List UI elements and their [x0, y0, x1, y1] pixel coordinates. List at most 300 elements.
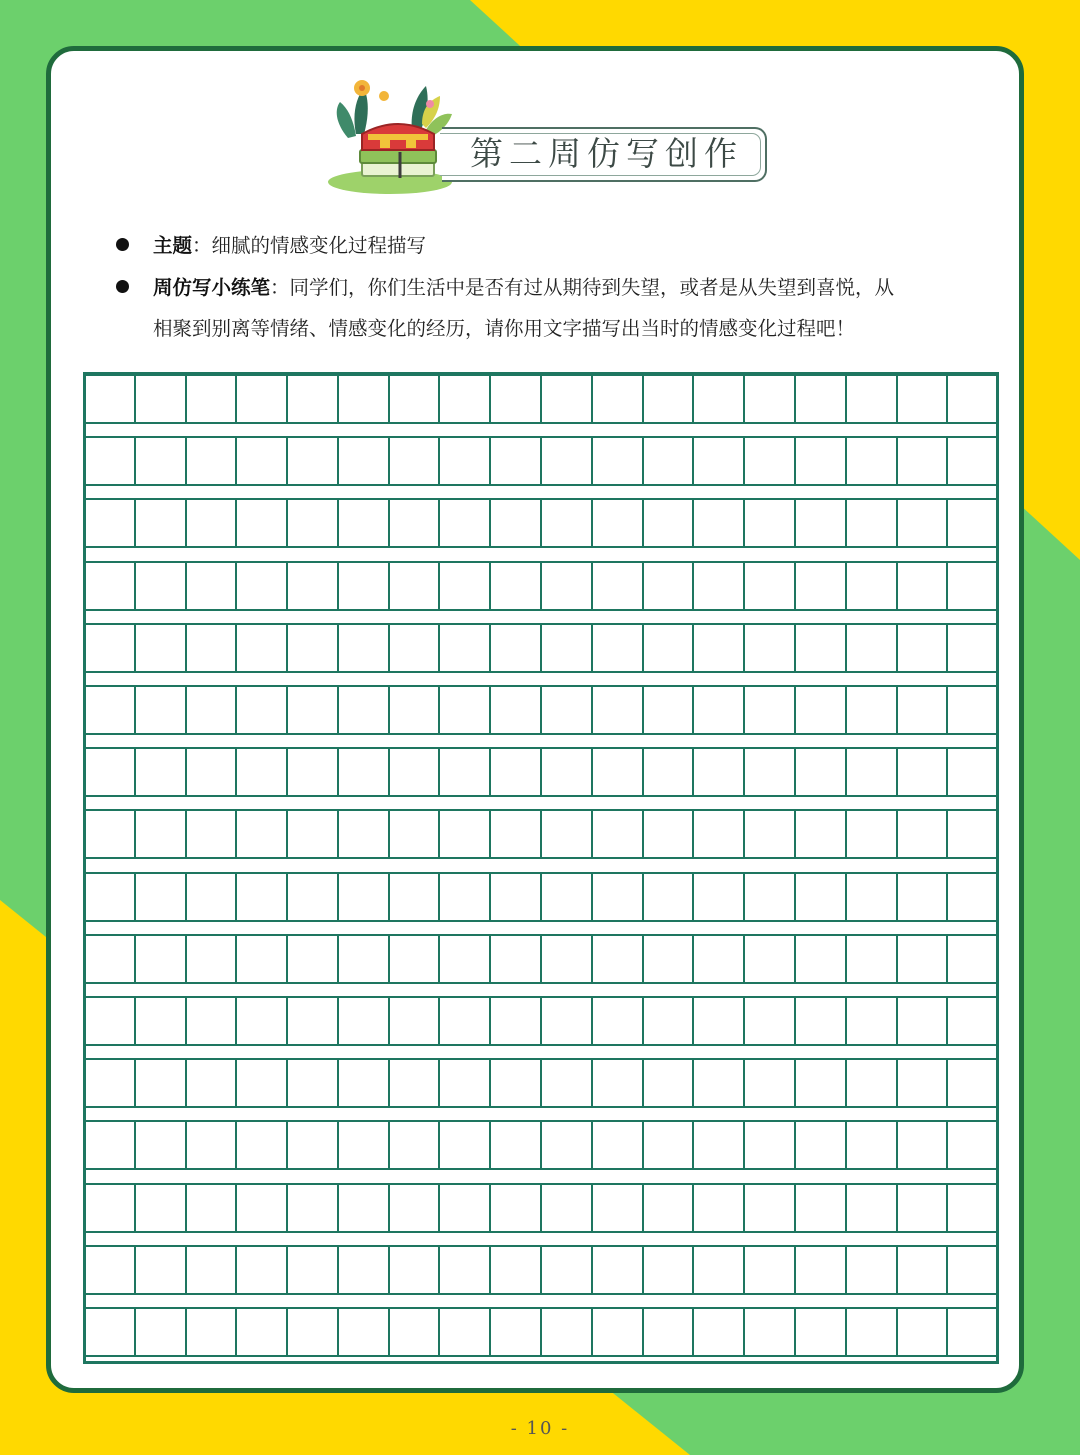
- grid-cell[interactable]: [796, 1247, 847, 1293]
- grid-cell[interactable]: [237, 749, 288, 795]
- grid-cell[interactable]: [237, 998, 288, 1044]
- grid-cell[interactable]: [491, 998, 542, 1044]
- grid-cell[interactable]: [745, 811, 796, 857]
- grid-cell[interactable]: [440, 625, 491, 671]
- grid-cell[interactable]: [694, 625, 745, 671]
- grid-cell[interactable]: [745, 563, 796, 609]
- grid-cell[interactable]: [745, 749, 796, 795]
- grid-cell[interactable]: [440, 563, 491, 609]
- grid-cell[interactable]: [593, 376, 644, 422]
- grid-cell[interactable]: [847, 749, 898, 795]
- grid-cell[interactable]: [85, 563, 136, 609]
- grid-cell[interactable]: [796, 998, 847, 1044]
- grid-cell[interactable]: [847, 1247, 898, 1293]
- grid-row: [85, 934, 997, 984]
- grid-cell[interactable]: [644, 687, 695, 733]
- grid-cell[interactable]: [440, 874, 491, 920]
- grid-cell[interactable]: [288, 936, 339, 982]
- grid-row: [85, 685, 997, 735]
- grid-cell[interactable]: [948, 936, 997, 982]
- grid-cell[interactable]: [491, 438, 542, 484]
- grid-cell[interactable]: [390, 1309, 441, 1355]
- grid-cell[interactable]: [136, 438, 187, 484]
- grid-cell[interactable]: [491, 625, 542, 671]
- grid-cell[interactable]: [136, 376, 187, 422]
- grid-cell[interactable]: [136, 1309, 187, 1355]
- grid-cell[interactable]: [339, 874, 390, 920]
- grid-cell[interactable]: [491, 687, 542, 733]
- grid-cell[interactable]: [542, 1247, 593, 1293]
- grid-cell[interactable]: [898, 563, 949, 609]
- grid-cell[interactable]: [745, 1185, 796, 1231]
- grid-cell[interactable]: [898, 1185, 949, 1231]
- grid-cell[interactable]: [288, 749, 339, 795]
- grid-cell[interactable]: [187, 811, 238, 857]
- grid-cell[interactable]: [288, 438, 339, 484]
- grid-cell[interactable]: [847, 1122, 898, 1168]
- grid-cell[interactable]: [898, 625, 949, 671]
- grid-cell[interactable]: [491, 1122, 542, 1168]
- grid-cell[interactable]: [237, 376, 288, 422]
- grid-cell[interactable]: [491, 1247, 542, 1293]
- grid-cell[interactable]: [339, 811, 390, 857]
- grid-cell[interactable]: [694, 874, 745, 920]
- grid-cell[interactable]: [491, 749, 542, 795]
- grid-cell[interactable]: [440, 998, 491, 1044]
- grid-cell[interactable]: [339, 1247, 390, 1293]
- grid-cell[interactable]: [491, 874, 542, 920]
- grid-cell[interactable]: [136, 1122, 187, 1168]
- grid-cell[interactable]: [187, 563, 238, 609]
- grid-cell[interactable]: [187, 1309, 238, 1355]
- grid-cell[interactable]: [237, 438, 288, 484]
- grid-cell[interactable]: [847, 998, 898, 1044]
- grid-cell[interactable]: [187, 749, 238, 795]
- grid-cell[interactable]: [85, 625, 136, 671]
- grid-cell[interactable]: [390, 438, 441, 484]
- grid-cell[interactable]: [542, 376, 593, 422]
- grid-cell[interactable]: [593, 1122, 644, 1168]
- grid-cell[interactable]: [898, 438, 949, 484]
- grid-cell[interactable]: [288, 1122, 339, 1168]
- grid-cell[interactable]: [542, 625, 593, 671]
- grid-cell[interactable]: [593, 1060, 644, 1106]
- grid-cell[interactable]: [288, 1309, 339, 1355]
- grid-cell[interactable]: [85, 811, 136, 857]
- grid-cell[interactable]: [847, 811, 898, 857]
- grid-cell[interactable]: [745, 438, 796, 484]
- grid-cell[interactable]: [898, 687, 949, 733]
- grid-cell[interactable]: [542, 936, 593, 982]
- grid-cell[interactable]: [745, 1122, 796, 1168]
- grid-cell[interactable]: [593, 500, 644, 546]
- grid-cell[interactable]: [948, 625, 997, 671]
- grid-cell[interactable]: [694, 749, 745, 795]
- grid-cell[interactable]: [187, 438, 238, 484]
- grid-cell[interactable]: [390, 625, 441, 671]
- grid-cell[interactable]: [136, 811, 187, 857]
- grid-cell[interactable]: [644, 1247, 695, 1293]
- grid-cell[interactable]: [593, 811, 644, 857]
- grid-cell[interactable]: [85, 936, 136, 982]
- grid-cell[interactable]: [237, 687, 288, 733]
- grid-cell[interactable]: [847, 1185, 898, 1231]
- grid-cell[interactable]: [898, 376, 949, 422]
- grid-cell[interactable]: [898, 998, 949, 1044]
- grid-cell[interactable]: [644, 376, 695, 422]
- grid-cell[interactable]: [339, 563, 390, 609]
- grid-cell[interactable]: [390, 563, 441, 609]
- grid-cell[interactable]: [593, 1309, 644, 1355]
- grid-cell[interactable]: [593, 936, 644, 982]
- grid-cell[interactable]: [237, 811, 288, 857]
- grid-cell[interactable]: [644, 998, 695, 1044]
- grid-cell[interactable]: [948, 1309, 997, 1355]
- grid-cell[interactable]: [745, 1247, 796, 1293]
- grid-cell[interactable]: [948, 376, 997, 422]
- grid-cell[interactable]: [948, 438, 997, 484]
- grid-cell[interactable]: [85, 1309, 136, 1355]
- grid-cell[interactable]: [847, 625, 898, 671]
- grid-cell[interactable]: [237, 1060, 288, 1106]
- grid-cell[interactable]: [440, 936, 491, 982]
- grid-cell[interactable]: [593, 687, 644, 733]
- grid-cell[interactable]: [136, 563, 187, 609]
- grid-cell[interactable]: [136, 749, 187, 795]
- grid-cell[interactable]: [796, 563, 847, 609]
- grid-cell[interactable]: [339, 936, 390, 982]
- grid-cell[interactable]: [542, 1185, 593, 1231]
- grid-cell[interactable]: [136, 998, 187, 1044]
- grid-cell[interactable]: [694, 687, 745, 733]
- grid-cell[interactable]: [644, 749, 695, 795]
- grid-row: [85, 1307, 997, 1357]
- grid-cell[interactable]: [440, 1309, 491, 1355]
- grid-cell[interactable]: [593, 998, 644, 1044]
- grid-cell[interactable]: [440, 1060, 491, 1106]
- grid-cell[interactable]: [491, 500, 542, 546]
- list-item: [153, 273, 894, 303]
- grid-cell[interactable]: [390, 811, 441, 857]
- grid-cell[interactable]: [339, 1060, 390, 1106]
- grid-cell[interactable]: [898, 500, 949, 546]
- grid-cell[interactable]: [237, 874, 288, 920]
- grid-cell[interactable]: [187, 1060, 238, 1106]
- grid-cell[interactable]: [745, 936, 796, 982]
- grid-cell[interactable]: [288, 687, 339, 733]
- grid-cell[interactable]: [542, 1309, 593, 1355]
- grid-cell[interactable]: [796, 1122, 847, 1168]
- grid-cell[interactable]: [288, 376, 339, 422]
- grid-cell[interactable]: [796, 1185, 847, 1231]
- grid-cell[interactable]: [796, 438, 847, 484]
- grid-cell[interactable]: [136, 1060, 187, 1106]
- grid-cell[interactable]: [542, 687, 593, 733]
- grid-cell[interactable]: [644, 811, 695, 857]
- grid-row: [85, 809, 997, 859]
- page-number: - 10 -: [510, 1418, 570, 1439]
- grid-cell[interactable]: [796, 1309, 847, 1355]
- grid-cell[interactable]: [593, 625, 644, 671]
- grid-cell[interactable]: [542, 998, 593, 1044]
- grid-cell[interactable]: [390, 687, 441, 733]
- grid-cell[interactable]: [237, 563, 288, 609]
- grid-cell[interactable]: [136, 1247, 187, 1293]
- grid-cell[interactable]: [796, 625, 847, 671]
- grid-cell[interactable]: [796, 687, 847, 733]
- grid-cell[interactable]: [694, 1185, 745, 1231]
- grid-cell[interactable]: [644, 1060, 695, 1106]
- grid-cell[interactable]: [847, 500, 898, 546]
- grid-cell[interactable]: [694, 936, 745, 982]
- grid-cell[interactable]: [948, 811, 997, 857]
- item-text: 细腻的情感变化过程描写: [211, 234, 427, 257]
- grid-cell[interactable]: [85, 376, 136, 422]
- grid-cell[interactable]: [440, 438, 491, 484]
- grid-cell[interactable]: [898, 749, 949, 795]
- grid-cell[interactable]: [288, 500, 339, 546]
- grid-cell[interactable]: [187, 625, 238, 671]
- grid-cell[interactable]: [85, 687, 136, 733]
- grid-cell[interactable]: [593, 1247, 644, 1293]
- grid-cell[interactable]: [542, 749, 593, 795]
- grid-cell[interactable]: [390, 936, 441, 982]
- grid-cell[interactable]: [288, 874, 339, 920]
- grid-cell[interactable]: [593, 874, 644, 920]
- grid-cell[interactable]: [898, 1060, 949, 1106]
- grid-cell[interactable]: [542, 1122, 593, 1168]
- grid-cell[interactable]: [440, 500, 491, 546]
- grid-cell[interactable]: [796, 376, 847, 422]
- grid-cell[interactable]: [948, 563, 997, 609]
- grid-cell[interactable]: [847, 376, 898, 422]
- grid-cell[interactable]: [440, 376, 491, 422]
- grid-cell[interactable]: [339, 438, 390, 484]
- grid-cell[interactable]: [136, 1185, 187, 1231]
- grid-cell[interactable]: [288, 1247, 339, 1293]
- grid-cell[interactable]: [288, 625, 339, 671]
- grid-cell[interactable]: [847, 563, 898, 609]
- grid-cell[interactable]: [847, 1309, 898, 1355]
- grid-cell[interactable]: [339, 687, 390, 733]
- grid-cell[interactable]: [847, 1060, 898, 1106]
- grid-cell[interactable]: [948, 1185, 997, 1231]
- grid-cell[interactable]: [390, 1247, 441, 1293]
- grid-cell[interactable]: [187, 1247, 238, 1293]
- grid-cell[interactable]: [948, 1060, 997, 1106]
- grid-cell[interactable]: [339, 1122, 390, 1168]
- grid-cell[interactable]: [694, 998, 745, 1044]
- grid-cell[interactable]: [136, 500, 187, 546]
- grid-cell[interactable]: [237, 936, 288, 982]
- grid-cell[interactable]: [745, 376, 796, 422]
- grid-cell[interactable]: [644, 1122, 695, 1168]
- grid-cell[interactable]: [491, 563, 542, 609]
- grid-cell[interactable]: [745, 998, 796, 1044]
- grid-cell[interactable]: [593, 563, 644, 609]
- grid-cell[interactable]: [390, 1060, 441, 1106]
- grid-cell[interactable]: [948, 500, 997, 546]
- grid-cell[interactable]: [85, 1122, 136, 1168]
- grid-cell[interactable]: [898, 1309, 949, 1355]
- grid-cell[interactable]: [644, 563, 695, 609]
- grid-cell[interactable]: [644, 874, 695, 920]
- grid-cell[interactable]: [745, 874, 796, 920]
- grid-cell[interactable]: [491, 1185, 542, 1231]
- grid-cell[interactable]: [440, 811, 491, 857]
- grid-row: [85, 436, 997, 486]
- grid-cell[interactable]: [542, 500, 593, 546]
- grid-cell[interactable]: [390, 376, 441, 422]
- grid-cell[interactable]: [694, 1247, 745, 1293]
- grid-cell[interactable]: [542, 438, 593, 484]
- grid-cell[interactable]: [847, 438, 898, 484]
- grid-cell[interactable]: [187, 1185, 238, 1231]
- grid-cell[interactable]: [237, 500, 288, 546]
- grid-cell[interactable]: [898, 811, 949, 857]
- grid-cell[interactable]: [694, 376, 745, 422]
- grid-cell[interactable]: [898, 874, 949, 920]
- grid-cell[interactable]: [390, 1122, 441, 1168]
- grid-cell[interactable]: [136, 874, 187, 920]
- grid-cell[interactable]: [237, 1309, 288, 1355]
- grid-cell[interactable]: [644, 500, 695, 546]
- grid-cell[interactable]: [948, 874, 997, 920]
- grid-cell[interactable]: [440, 1247, 491, 1293]
- grid-cell[interactable]: [491, 811, 542, 857]
- grid-cell[interactable]: [644, 1309, 695, 1355]
- grid-cell[interactable]: [847, 687, 898, 733]
- grid-cell[interactable]: [491, 936, 542, 982]
- grid-cell[interactable]: [745, 625, 796, 671]
- grid-cell[interactable]: [237, 1247, 288, 1293]
- grid-cell[interactable]: [440, 687, 491, 733]
- grid-cell[interactable]: [542, 1060, 593, 1106]
- grid-cell[interactable]: [593, 438, 644, 484]
- grid-cell[interactable]: [644, 1185, 695, 1231]
- grid-cell[interactable]: [796, 811, 847, 857]
- grid-cell[interactable]: [237, 1185, 288, 1231]
- grid-cell[interactable]: [694, 811, 745, 857]
- grid-cell[interactable]: [339, 500, 390, 546]
- grid-cell[interactable]: [339, 1309, 390, 1355]
- grid-cell[interactable]: [847, 874, 898, 920]
- grid-cell[interactable]: [898, 1122, 949, 1168]
- grid-cell[interactable]: [440, 749, 491, 795]
- grid-cell[interactable]: [390, 749, 441, 795]
- grid-cell[interactable]: [948, 749, 997, 795]
- grid-cell[interactable]: [796, 1060, 847, 1106]
- grid-cell[interactable]: [796, 500, 847, 546]
- grid-cell[interactable]: [85, 1185, 136, 1231]
- grid-cell[interactable]: [187, 376, 238, 422]
- grid-cell[interactable]: [339, 1185, 390, 1231]
- grid-cell[interactable]: [288, 1185, 339, 1231]
- grid-cell[interactable]: [694, 500, 745, 546]
- grid-cell[interactable]: [339, 749, 390, 795]
- grid-cell[interactable]: [796, 749, 847, 795]
- grid-cell[interactable]: [85, 1247, 136, 1293]
- grid-cell[interactable]: [85, 500, 136, 546]
- grid-cell[interactable]: [948, 998, 997, 1044]
- grid-cell[interactable]: [187, 874, 238, 920]
- grid-row: [85, 1058, 997, 1108]
- grid-cell[interactable]: [187, 687, 238, 733]
- grid-cell[interactable]: [187, 998, 238, 1044]
- grid-cell[interactable]: [847, 936, 898, 982]
- grid-cell[interactable]: [644, 438, 695, 484]
- grid-cell[interactable]: [745, 1060, 796, 1106]
- grid-cell[interactable]: [390, 500, 441, 546]
- grid-cell[interactable]: [85, 998, 136, 1044]
- grid-cell[interactable]: [187, 936, 238, 982]
- grid-cell[interactable]: [694, 438, 745, 484]
- grid-cell[interactable]: [796, 874, 847, 920]
- grid-cell[interactable]: [85, 1060, 136, 1106]
- grid-cell[interactable]: [491, 376, 542, 422]
- grid-cell[interactable]: [339, 625, 390, 671]
- grid-cell[interactable]: [288, 1060, 339, 1106]
- grid-cell[interactable]: [288, 563, 339, 609]
- grid-cell[interactable]: [136, 625, 187, 671]
- grid-cell[interactable]: [593, 749, 644, 795]
- grid-cell[interactable]: [948, 1247, 997, 1293]
- grid-cell[interactable]: [491, 1060, 542, 1106]
- grid-cell[interactable]: [745, 1309, 796, 1355]
- grid-cell[interactable]: [339, 376, 390, 422]
- grid-cell[interactable]: [948, 1122, 997, 1168]
- grid-cell[interactable]: [288, 811, 339, 857]
- grid-cell[interactable]: [440, 1122, 491, 1168]
- grid-cell[interactable]: [694, 1122, 745, 1168]
- grid-cell[interactable]: [390, 998, 441, 1044]
- grid-cell[interactable]: [187, 1122, 238, 1168]
- grid-cell[interactable]: [745, 687, 796, 733]
- grid-cell[interactable]: [593, 1185, 644, 1231]
- grid-cell[interactable]: [644, 936, 695, 982]
- grid-cell[interactable]: [136, 687, 187, 733]
- grid-cell[interactable]: [694, 563, 745, 609]
- page-title: 第二周仿写创作: [470, 134, 743, 173]
- grid-cell[interactable]: [745, 500, 796, 546]
- grid-cell[interactable]: [948, 687, 997, 733]
- grid-cell[interactable]: [85, 438, 136, 484]
- grid-row: [85, 872, 997, 922]
- grid-cell[interactable]: [85, 874, 136, 920]
- grid-cell[interactable]: [491, 1309, 542, 1355]
- grid-cell[interactable]: [694, 1309, 745, 1355]
- grid-cell[interactable]: [339, 998, 390, 1044]
- grid-cell[interactable]: [390, 874, 441, 920]
- grid-cell[interactable]: [694, 1060, 745, 1106]
- grid-cell[interactable]: [390, 1185, 441, 1231]
- grid-cell[interactable]: [542, 563, 593, 609]
- grid-cell[interactable]: [898, 936, 949, 982]
- grid-cell[interactable]: [237, 1122, 288, 1168]
- grid-cell[interactable]: [542, 811, 593, 857]
- grid-cell[interactable]: [136, 936, 187, 982]
- grid-cell[interactable]: [898, 1247, 949, 1293]
- grid-cell[interactable]: [440, 1185, 491, 1231]
- grid-cell[interactable]: [542, 874, 593, 920]
- grid-cell[interactable]: [85, 749, 136, 795]
- grid-row: [85, 996, 997, 1046]
- grid-cell[interactable]: [644, 625, 695, 671]
- grid-cell[interactable]: [288, 998, 339, 1044]
- grid-cell[interactable]: [796, 936, 847, 982]
- grid-cell[interactable]: [237, 625, 288, 671]
- grid-cell[interactable]: [187, 500, 238, 546]
